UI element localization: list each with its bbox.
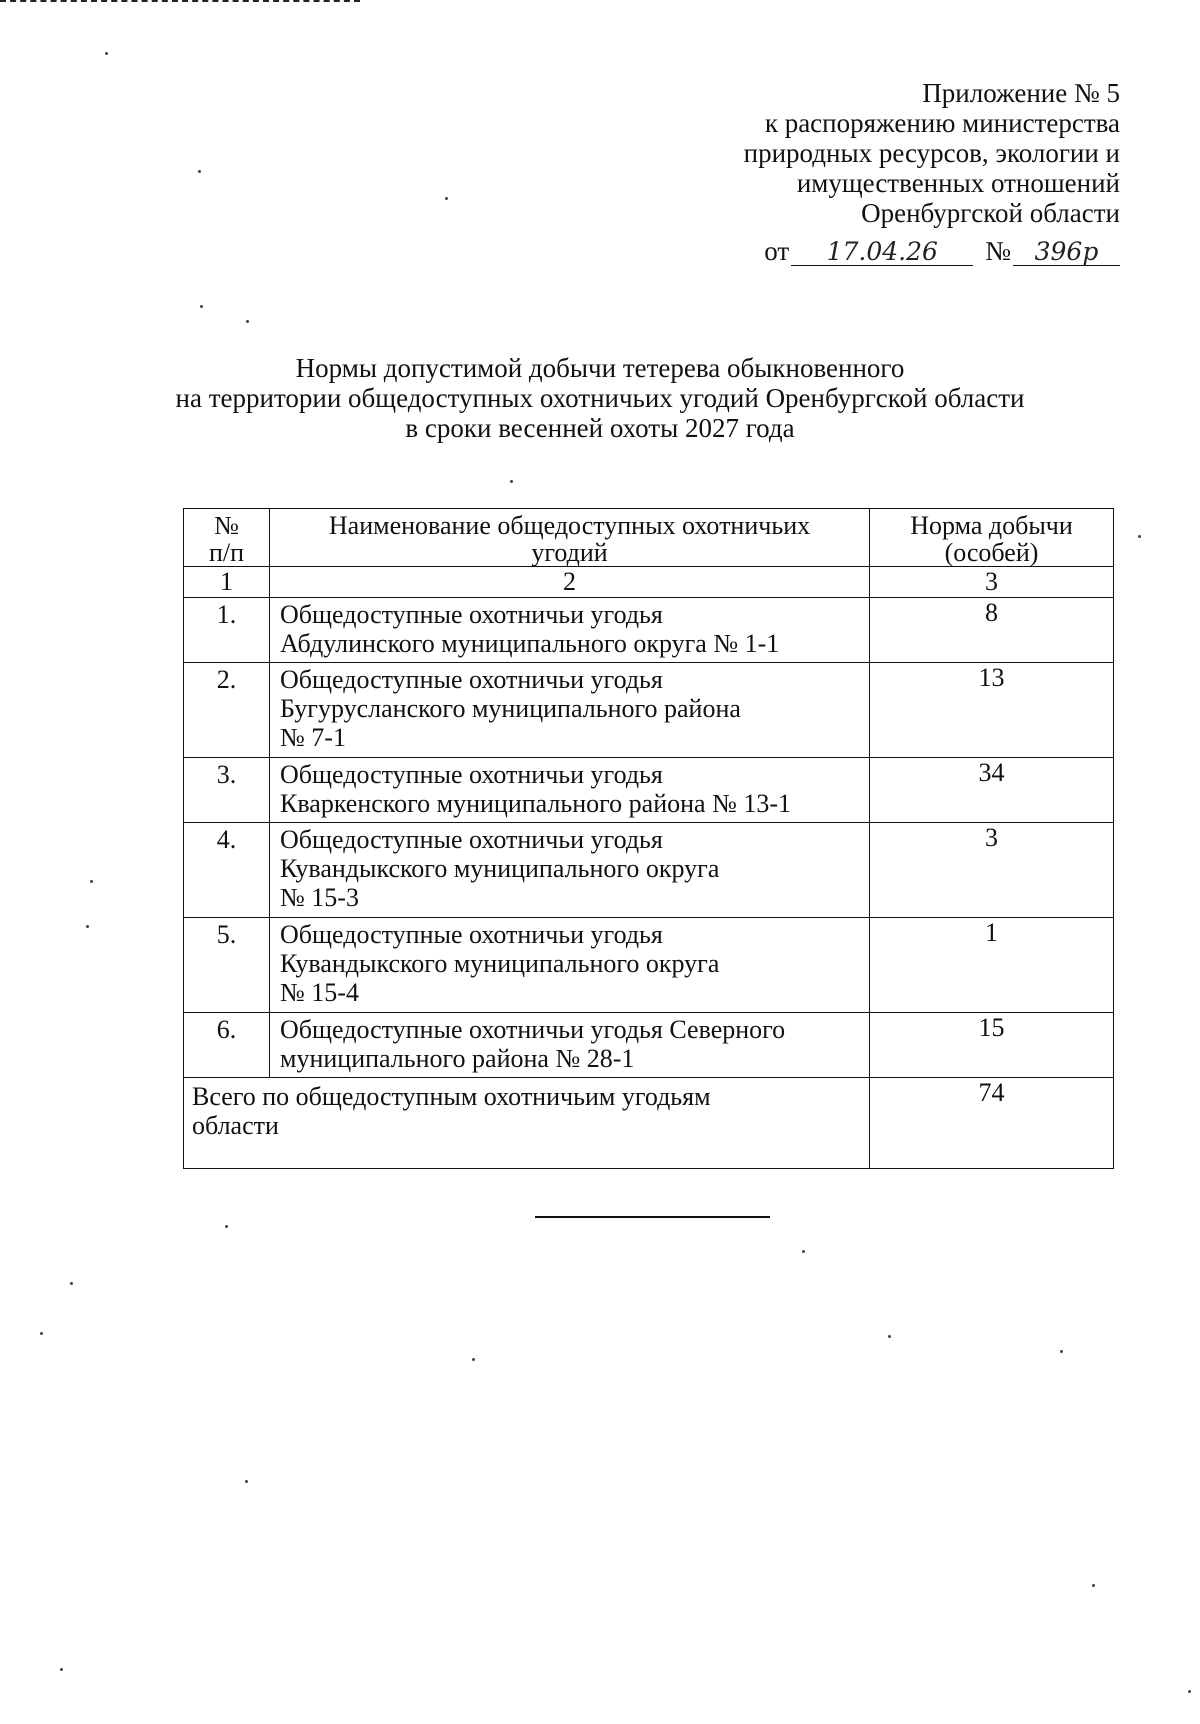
row-number: 1. <box>184 598 270 663</box>
total-label-line: области <box>192 1111 279 1140</box>
table-row <box>184 823 1114 918</box>
hunting-area-name-line: Бугурусланского муниципального района <box>280 694 741 723</box>
title-line-2: на территории общедоступных охотничьих угодий Оренбургской области <box>175 383 1025 413</box>
harvest-rate: 1 <box>870 918 1114 1013</box>
total-label <box>184 1078 870 1169</box>
header-name-line-2: угодий <box>531 538 608 567</box>
header-name <box>270 509 870 567</box>
scan-speck <box>1092 1584 1095 1587</box>
scan-speck <box>245 1480 248 1483</box>
total-label-line: Всего по общедоступным охотничьим угодьям <box>192 1082 711 1111</box>
table-row <box>184 758 1114 823</box>
header-number-line-2: п/п <box>208 538 245 567</box>
table-header-row <box>184 509 1114 567</box>
scan-speck <box>888 1335 891 1338</box>
hunting-area-name <box>270 598 870 663</box>
document-end-rule <box>535 1216 770 1218</box>
header-rate <box>870 509 1114 567</box>
total-harvest-rate: 74 <box>870 1078 1114 1169</box>
hunting-area-name-line: № 7-1 <box>280 723 346 752</box>
order-reference <box>764 236 1120 266</box>
hunting-area-name <box>270 918 870 1013</box>
hunting-area-name <box>270 758 870 823</box>
header-number-line-1: № <box>214 511 239 540</box>
table-row <box>184 598 1114 663</box>
header-rate-line-1: Норма добычи <box>910 511 1073 540</box>
title-line-1: Нормы допустимой добычи тетерева обыкновенного <box>295 353 905 383</box>
scan-speck <box>1060 1350 1063 1353</box>
column-number-1: 1 <box>184 567 270 598</box>
hunting-area-name <box>270 663 870 758</box>
scan-speck <box>40 1332 43 1335</box>
scan-speck <box>198 170 201 173</box>
total-row <box>184 1078 1114 1169</box>
hunting-area-name-line: Кувандыкского муниципального округа <box>280 949 720 978</box>
scan-speck <box>1188 1690 1191 1693</box>
scan-speck <box>70 1282 73 1285</box>
hunting-area-name-line: № 15-4 <box>280 978 359 1007</box>
table-row <box>184 918 1114 1013</box>
row-number: 2. <box>184 663 270 758</box>
handwritten-date: 17.04.26 <box>791 239 973 266</box>
harvest-rate: 15 <box>870 1013 1114 1078</box>
hunting-area-name-line: Общедоступные охотничьи угодья <box>280 600 663 629</box>
scan-speck <box>246 320 249 323</box>
scan-speck <box>802 1250 805 1253</box>
table-row <box>184 1013 1114 1078</box>
table-row <box>184 663 1114 758</box>
row-number: 4. <box>184 823 270 918</box>
date-label: от <box>764 236 790 266</box>
hunting-area-name-line: Общедоступные охотничьи угодья <box>280 665 663 694</box>
scan-speck <box>200 305 203 308</box>
header-name-line-1: Наименование общедоступных охотничьих <box>328 511 811 540</box>
harvest-rate: 34 <box>870 758 1114 823</box>
header-number <box>184 509 270 567</box>
appendix-region-line: Оренбургской области <box>861 198 1120 228</box>
handwritten-order-number: 396р <box>1013 239 1120 266</box>
hunting-area-name-line: Общедоступные охотничьи угодья <box>280 760 663 789</box>
scan-speck <box>225 1225 228 1228</box>
row-number: 5. <box>184 918 270 1013</box>
hunting-area-name-line: № 15-3 <box>280 883 359 912</box>
hunting-area-name-line: Абдулинского муниципального округа № 1-1 <box>280 629 780 658</box>
scan-speck <box>472 1358 475 1361</box>
harvest-rate: 3 <box>870 823 1114 918</box>
hunting-area-name-line: Кваркенского муниципального района № 13-1 <box>280 789 792 818</box>
scan-speck <box>86 925 89 928</box>
hunting-area-name-line: Общедоступные охотничьи угодья <box>280 920 663 949</box>
scan-speck <box>60 1668 63 1671</box>
hunting-quota-table <box>183 508 1114 1169</box>
scan-speck <box>445 197 448 200</box>
appendix-ministry-line: природных ресурсов, экологии и <box>743 138 1120 168</box>
scan-speck <box>90 880 93 883</box>
hunting-area-name <box>270 823 870 918</box>
row-number: 6. <box>184 1013 270 1078</box>
appendix-header <box>600 78 1120 228</box>
top-edge-rule <box>0 0 360 2</box>
scan-speck <box>105 52 108 55</box>
hunting-area-name-line: муниципального района № 28-1 <box>280 1044 635 1073</box>
column-numbering-row <box>184 567 1114 598</box>
column-number-2: 2 <box>270 567 870 598</box>
harvest-rate: 13 <box>870 663 1114 758</box>
header-rate-line-2: (особей) <box>944 538 1039 567</box>
hunting-area-name-line: Кувандыкского муниципального округа <box>280 854 720 883</box>
hunting-area-name <box>270 1013 870 1078</box>
number-label: № <box>985 236 1011 266</box>
hunting-area-name-line: Общедоступные охотничьи угодья <box>280 825 663 854</box>
document-title <box>165 353 1035 443</box>
appendix-title: Приложение № 5 <box>922 78 1120 108</box>
row-number: 3. <box>184 758 270 823</box>
harvest-rate: 8 <box>870 598 1114 663</box>
scan-speck <box>510 480 513 483</box>
hunting-area-name-line: Общедоступные охотничьи угодья Северного <box>280 1015 786 1044</box>
appendix-order-line: к распоряжению министерства <box>764 108 1120 138</box>
scan-speck <box>1138 535 1141 538</box>
column-number-3: 3 <box>870 567 1114 598</box>
title-line-3: в сроки весенней охоты 2027 года <box>405 413 795 443</box>
appendix-relations-line: имущественных отношений <box>796 168 1120 198</box>
